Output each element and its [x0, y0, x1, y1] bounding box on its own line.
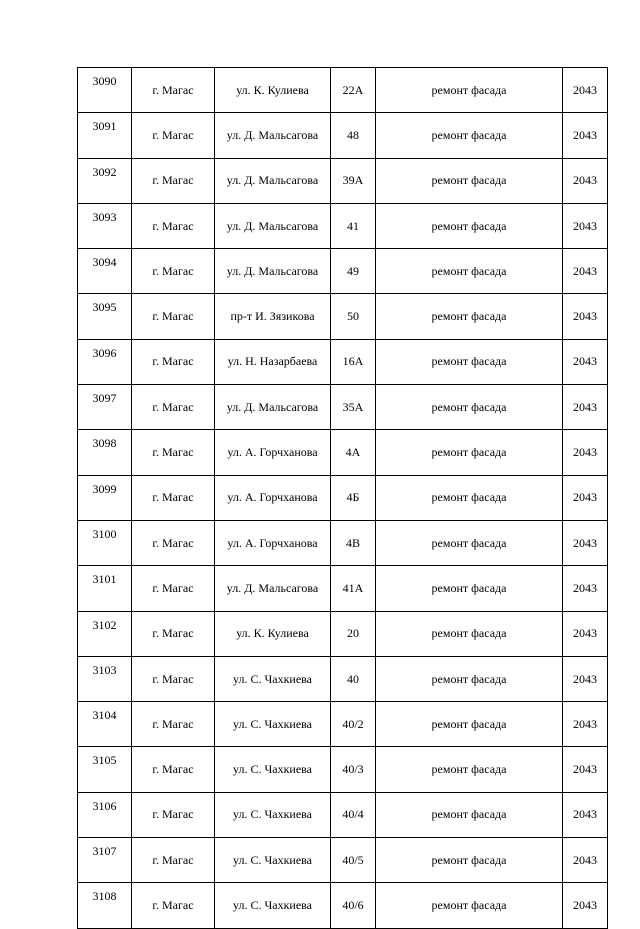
city-cell: г. Магас: [132, 702, 215, 747]
city-cell: г. Магас: [132, 838, 215, 883]
year-cell: 2043: [563, 158, 608, 203]
house-cell: 20: [331, 611, 376, 656]
street-cell: ул. С. Чахкиева: [215, 883, 331, 928]
year-cell: 2043: [563, 203, 608, 248]
table-row: [78, 883, 608, 928]
house-cell: 40/3: [331, 747, 376, 792]
year-cell: 2043: [563, 566, 608, 611]
work-type-cell: ремонт фасада: [376, 702, 563, 747]
work-type-cell: ремонт фасада: [376, 747, 563, 792]
table-row: [78, 702, 608, 747]
street-cell: ул. А. Горчханова: [215, 520, 331, 565]
work-type-cell: ремонт фасада: [376, 294, 563, 339]
work-type-cell: ремонт фасада: [376, 883, 563, 928]
table-row: [78, 430, 608, 475]
year-cell: 2043: [563, 430, 608, 475]
work-type-cell: ремонт фасада: [376, 792, 563, 837]
work-type-cell: ремонт фасада: [376, 249, 563, 294]
row-number: 3098: [78, 430, 132, 475]
year-cell: 2043: [563, 611, 608, 656]
row-number: 3092: [78, 158, 132, 203]
year-cell: 2043: [563, 68, 608, 113]
row-number: 3103: [78, 656, 132, 701]
work-type-cell: ремонт фасада: [376, 68, 563, 113]
street-cell: ул. Д. Мальсагова: [215, 113, 331, 158]
work-type-cell: ремонт фасада: [376, 475, 563, 520]
street-cell: ул. С. Чахкиева: [215, 656, 331, 701]
street-cell: ул. С. Чахкиева: [215, 702, 331, 747]
street-cell: ул. Д. Мальсагова: [215, 566, 331, 611]
city-cell: г. Магас: [132, 294, 215, 339]
year-cell: 2043: [563, 702, 608, 747]
work-type-cell: ремонт фасада: [376, 611, 563, 656]
work-type-cell: ремонт фасада: [376, 566, 563, 611]
row-number: 3105: [78, 747, 132, 792]
table-row: [78, 566, 608, 611]
street-cell: ул. А. Горчханова: [215, 475, 331, 520]
city-cell: г. Магас: [132, 520, 215, 565]
row-number: 3094: [78, 249, 132, 294]
row-number: 3100: [78, 520, 132, 565]
house-cell: 22А: [331, 68, 376, 113]
house-cell: 41: [331, 203, 376, 248]
work-type-cell: ремонт фасада: [376, 838, 563, 883]
house-cell: 16А: [331, 339, 376, 384]
year-cell: 2043: [563, 249, 608, 294]
table-row: [78, 113, 608, 158]
table-row: [78, 611, 608, 656]
row-number: 3097: [78, 385, 132, 430]
year-cell: 2043: [563, 385, 608, 430]
year-cell: 2043: [563, 838, 608, 883]
city-cell: г. Магас: [132, 203, 215, 248]
work-type-cell: ремонт фасада: [376, 430, 563, 475]
street-cell: ул. Н. Назарбаева: [215, 339, 331, 384]
street-cell: ул. А. Горчханова: [215, 430, 331, 475]
table-row: [78, 294, 608, 339]
year-cell: 2043: [563, 792, 608, 837]
house-cell: 39А: [331, 158, 376, 203]
house-cell: 40/4: [331, 792, 376, 837]
city-cell: г. Магас: [132, 339, 215, 384]
house-cell: 40/2: [331, 702, 376, 747]
row-number: 3101: [78, 566, 132, 611]
street-cell: ул. Д. Мальсагова: [215, 385, 331, 430]
house-cell: 4В: [331, 520, 376, 565]
city-cell: г. Магас: [132, 68, 215, 113]
table-row: [78, 68, 608, 113]
city-cell: г. Магас: [132, 158, 215, 203]
year-cell: 2043: [563, 113, 608, 158]
table-row: [78, 385, 608, 430]
street-cell: ул. С. Чахкиева: [215, 747, 331, 792]
row-number: 3096: [78, 339, 132, 384]
year-cell: 2043: [563, 883, 608, 928]
house-cell: 40/6: [331, 883, 376, 928]
street-cell: ул. С. Чахкиева: [215, 838, 331, 883]
repair-table: [77, 67, 608, 929]
city-cell: г. Магас: [132, 249, 215, 294]
row-number: 3106: [78, 792, 132, 837]
street-cell: ул. С. Чахкиева: [215, 792, 331, 837]
house-cell: 4Б: [331, 475, 376, 520]
street-cell: ул. Д. Мальсагова: [215, 158, 331, 203]
work-type-cell: ремонт фасада: [376, 339, 563, 384]
table-row: [78, 203, 608, 248]
year-cell: 2043: [563, 656, 608, 701]
table-row: [78, 520, 608, 565]
work-type-cell: ремонт фасада: [376, 113, 563, 158]
table-row: [78, 838, 608, 883]
row-number: 3104: [78, 702, 132, 747]
table-row: [78, 747, 608, 792]
row-number: 3093: [78, 203, 132, 248]
city-cell: г. Магас: [132, 747, 215, 792]
house-cell: 50: [331, 294, 376, 339]
city-cell: г. Магас: [132, 566, 215, 611]
year-cell: 2043: [563, 520, 608, 565]
work-type-cell: ремонт фасада: [376, 520, 563, 565]
row-number: 3099: [78, 475, 132, 520]
city-cell: г. Магас: [132, 113, 215, 158]
city-cell: г. Магас: [132, 656, 215, 701]
table-row: [78, 656, 608, 701]
work-type-cell: ремонт фасада: [376, 385, 563, 430]
row-number: 3107: [78, 838, 132, 883]
city-cell: г. Магас: [132, 385, 215, 430]
house-cell: 40/5: [331, 838, 376, 883]
work-type-cell: ремонт фасада: [376, 158, 563, 203]
table-row: [78, 158, 608, 203]
year-cell: 2043: [563, 339, 608, 384]
row-number: 3108: [78, 883, 132, 928]
work-type-cell: ремонт фасада: [376, 656, 563, 701]
year-cell: 2043: [563, 747, 608, 792]
street-cell: ул. К. Кулиева: [215, 611, 331, 656]
year-cell: 2043: [563, 475, 608, 520]
table-row: [78, 339, 608, 384]
row-number: 3091: [78, 113, 132, 158]
repair-table-body: [78, 68, 608, 929]
city-cell: г. Магас: [132, 430, 215, 475]
house-cell: 41А: [331, 566, 376, 611]
row-number: 3090: [78, 68, 132, 113]
city-cell: г. Магас: [132, 611, 215, 656]
table-row: [78, 249, 608, 294]
table-row: [78, 792, 608, 837]
house-cell: 49: [331, 249, 376, 294]
house-cell: 48: [331, 113, 376, 158]
city-cell: г. Магас: [132, 792, 215, 837]
row-number: 3095: [78, 294, 132, 339]
table-row: [78, 475, 608, 520]
street-cell: ул. Д. Мальсагова: [215, 249, 331, 294]
row-number: 3102: [78, 611, 132, 656]
street-cell: ул. Д. Мальсагова: [215, 203, 331, 248]
house-cell: 40: [331, 656, 376, 701]
street-cell: ул. К. Кулиева: [215, 68, 331, 113]
street-cell: пр-т И. Зязикова: [215, 294, 331, 339]
city-cell: г. Магас: [132, 883, 215, 928]
city-cell: г. Магас: [132, 475, 215, 520]
house-cell: 35А: [331, 385, 376, 430]
work-type-cell: ремонт фасада: [376, 203, 563, 248]
year-cell: 2043: [563, 294, 608, 339]
house-cell: 4А: [331, 430, 376, 475]
